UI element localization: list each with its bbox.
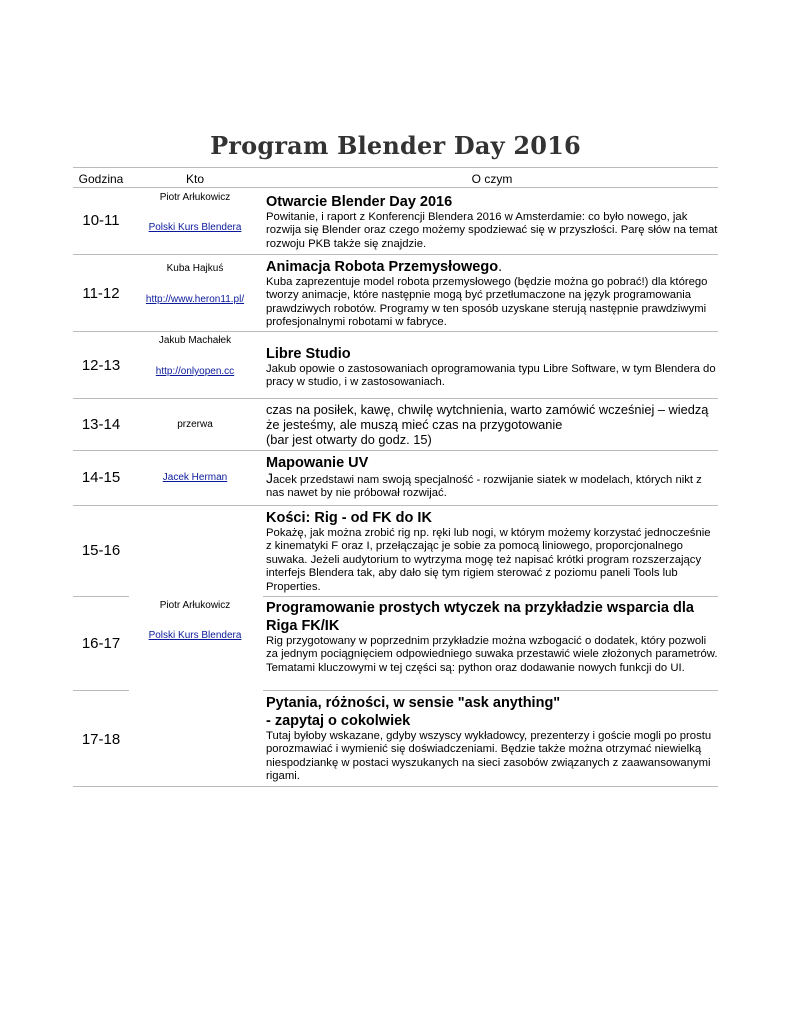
session-block xyxy=(266,193,718,251)
session-title: Animacja Robota Przemysłowego xyxy=(266,259,499,275)
session-description: Pokażę, jak można zrobić rig np. ręki lub nogi, w którym możemy korzystać jednocześnie z kinematyki F oraz I, przełączając je sobie za pomocą liniowego, proporcjonalnego suwaka. Jeżeli audytorium to wytrzyma mogę też napisać krótki program rozszerzający interfejs Blendera tak, aby dało się tym rigiem sterować z poziomu paneli Tools lub Properties. xyxy=(266,527,711,593)
session-description: acek przedstawi nam swoją specjalność - rozwijanie siatek w modelach, których nikt z nas nawet by nie próbował rozwijać. xyxy=(266,474,702,500)
session-description: Tutaj byłoby wskazane, gdyby wszyscy wykładowcy, prezenterzy i goście mogli po prostu porozmawiać i wymienić się doświadczeniami. Będzie także można otrzymać niewielką niespodziankę w postaci wyszukanych na sieci zasobów związanych z zaawansowanymi rigami. xyxy=(266,730,712,783)
session-block xyxy=(266,509,718,594)
page-title: Program Blender Day 2016 xyxy=(210,131,581,160)
session-title: Otwarcie Blender Day 2016 xyxy=(266,194,453,210)
row-divider xyxy=(263,690,718,691)
row-time: 15-16 xyxy=(81,542,121,559)
row-divider xyxy=(263,596,718,597)
session-block xyxy=(266,694,718,784)
break-label: przerwa xyxy=(177,419,213,430)
row-time: 10-11 xyxy=(82,212,120,229)
session-title: Mapowanie UV xyxy=(266,455,369,471)
session-title: Kości: Rig - od FK do IK xyxy=(266,510,432,526)
speaker-name: Piotr Arłukowicz xyxy=(159,192,231,203)
row-time: 11-12 xyxy=(82,285,120,302)
session-description: Jakub opowie o zastosowaniach oprogramowania typu Libre Software, w tym Blendera do pracy w studio, i w zastosowaniach. xyxy=(266,363,716,389)
session-title: Programowanie prostych wtyczek na przykładzie wsparcia dla Riga FK/IK xyxy=(266,600,694,634)
row-divider xyxy=(73,690,129,691)
row-time: 13-14 xyxy=(81,416,121,433)
header-who: Kto xyxy=(185,172,204,186)
row-time: 17-18 xyxy=(81,731,121,748)
row-divider xyxy=(73,596,129,597)
session-description: Rig przygotowany w poprzednim przykładzie można wzbogacić o dodatek, który pozwoli za jednym pociągnięciem odpowiedniego suwaka przestawić wiele złożonych parametrów. Tematami kluczowymi w tej części są: python oraz dodawanie nowych funkcji do UI. xyxy=(266,635,718,674)
session-block xyxy=(266,599,718,675)
row-divider xyxy=(73,331,718,332)
row-divider xyxy=(73,398,718,399)
session-title-line2: - zapytaj o cokolwiek xyxy=(266,713,411,729)
session-description: Powitanie, i raport z Konferencji Blendera 2016 w Amsterdamie: co było nowego, jak rozwija się Blender oraz czego możemy spodziewać się w przyszłości. Parę słów na temat rozwoju PKB także się znajdzie. xyxy=(266,211,718,250)
session-block xyxy=(266,402,718,448)
row-divider xyxy=(73,505,718,506)
speaker-link[interactable]: Polski Kurs Blendera xyxy=(148,630,242,641)
session-title: Pytania, różności, w sensie "ask anything" xyxy=(266,695,561,711)
table-top-border xyxy=(73,167,718,168)
speaker-link[interactable]: http://onlyopen.cc xyxy=(155,366,235,377)
row-time: 16-17 xyxy=(81,635,121,652)
header-time: Godzina xyxy=(78,172,124,186)
speaker-name: Piotr Arłukowicz xyxy=(159,600,231,611)
header-divider xyxy=(73,187,718,188)
row-divider xyxy=(73,254,718,255)
speaker-link[interactable]: Jacek Herman xyxy=(162,472,228,483)
speaker-link[interactable]: http://www.heron11.pl/ xyxy=(145,294,245,305)
session-block xyxy=(266,454,718,501)
break-description: czas na posiłek, kawę, chwilę wytchnienia, warto zamówić wcześniej – wiedzą że jesteśmy, ale muszą mieć czas na przygotowanie xyxy=(266,402,709,433)
header-what: O czym xyxy=(471,172,513,186)
speaker-name: Jakub Machałek xyxy=(158,335,232,346)
break-note: (bar jest otwarty do godz. 15) xyxy=(266,432,432,448)
speaker-link[interactable]: Polski Kurs Blendera xyxy=(148,222,242,233)
session-title: Libre Studio xyxy=(266,346,351,362)
row-time: 14-15 xyxy=(81,469,121,486)
session-title-suffix: . xyxy=(498,259,503,275)
session-block xyxy=(266,345,718,390)
row-divider xyxy=(73,450,718,451)
session-block xyxy=(266,258,718,330)
description-initial: J xyxy=(266,470,273,486)
row-time: 12-13 xyxy=(81,357,121,374)
speaker-name: Kuba Hajkuś xyxy=(166,263,224,274)
table-bottom-border xyxy=(73,786,718,787)
session-description: Kuba zaprezentuje model robota przemysłowego (będzie można go pobrać!) dla którego tworzy animacje, które następnie mogą być przetłumaczone na język programowania prawdziwych robotów. Programy w ten sposób uzyskane sterują następnie prawdziwymi profesjonalnymi robotami w fabryce. xyxy=(266,276,708,329)
